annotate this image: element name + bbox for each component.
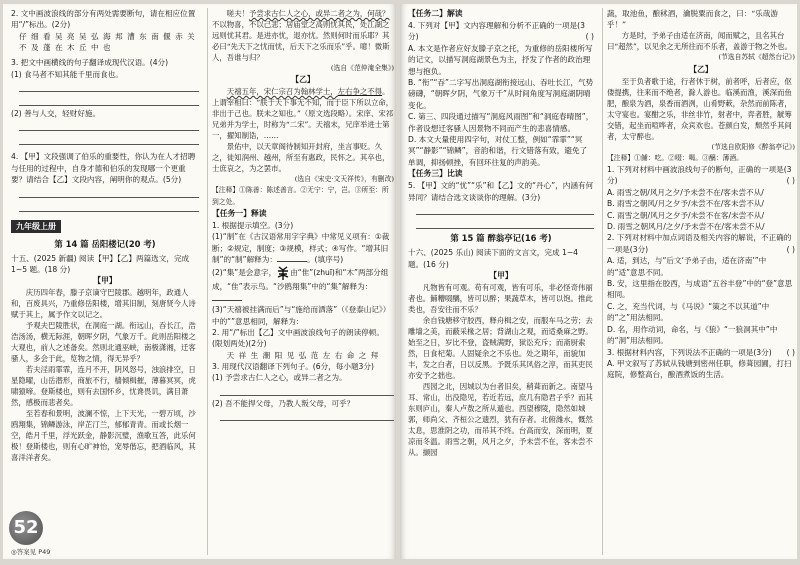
ancient-character-glyph <box>276 265 290 281</box>
blank[interactable] <box>277 261 307 262</box>
answer-paren[interactable]: ( ) <box>786 244 795 254</box>
question-text: 1. 下列对材料中画波浪线句子的断句，正确的一项是(3分) <box>607 165 792 186</box>
passage-paragraph: 予观夫巴陵胜状，在洞庭一湖。衔远山，吞长江，浩浩汤汤，横无际涯，朝晖夕阴，气象万千。此则岳阳楼之大观也，前人之述备矣。然则北通巫峡，南极潇湘，迁客骚人，多会于此，览物之情，得无异乎？ <box>11 321 196 364</box>
passage-paragraph: 余自钱塘移守胶西，释舟楫之安，而服车马之劳；去雕墙之美，而蔽采椽之居；背湖山之观，而适桑麻之野。始至之日，岁比不登，盗贼满野，狱讼充斥；而斋厨索然，日食杞菊。人固疑余之不乐也。处之期年，而貌加丰，发之白者，日以反黑。予既乐其风俗之淳，而其吏民亦安予之拙也。 <box>408 315 593 380</box>
answer-paren[interactable]: ( ) <box>786 176 795 186</box>
answer-line[interactable] <box>19 94 199 106</box>
option-a[interactable]: A. 雨雪之朝/风月之夕/予未尝不在/客未尝不从/ <box>607 187 764 197</box>
question-3: 3. 把文中画横线的句子翻译成现代汉语。(4分) <box>11 58 169 68</box>
exclamation: 嗟夫！ <box>226 9 249 18</box>
left-column-2 <box>207 8 394 555</box>
passage-text: 不以物喜，不以己悲；居庙堂之高则忧其民，处江湖之远则忧其君。是进亦忧，退亦忧。然则何时而乐耶？其必曰“先天下之忧而忧，后天下之乐而乐”乎。噫！微斯人，吾谁与归？ <box>212 20 390 62</box>
question-1: 1. 根据提示填空。(3分) <box>212 220 294 230</box>
lesson-title: 第 15 篇 醉翁亭记(16 考) <box>450 233 552 244</box>
passage-paragraph <box>212 8 394 63</box>
passage-question-header: 十六、(2025 乐山) 阅读下面的文言文，完成 1~4 题。(16 分) <box>408 248 579 269</box>
task-heading: 【任务二】解读 <box>408 9 463 18</box>
passage-paragraph: 至于负者歌于途，行者休于树，前者呼，后者应，伛偻提携，往来而不绝者，滁人游也。临溪而渔，溪深而鱼肥，酿泉为酒，泉香而酒洌，山肴野蔌，杂然而前陈者，太守宴也。宴酣之乐，非丝非竹，射者中，弈者胜，觥筹交错，起坐而喧哗者，众宾欢也。苍颜白发，颓然乎其间者，太守醉也。 <box>607 76 792 141</box>
question-text: 由“隹”(zhuī)和“木”两部分组成，“隹”表示鸟。“沙鸥翔集”中的“集”解释为： <box>212 268 389 292</box>
answer-line[interactable] <box>220 384 394 396</box>
grade-tag: 九年级上册 <box>11 220 61 233</box>
question-4: 4. 【甲】文段强调了伯乐的重要性，你认为在人才招聘与任用的过程中，自身才德和伯乐的发现哪一个更重要？请结合【乙】文段内容，阐明你的观点。(5分) <box>11 152 196 185</box>
passage-paragraph: 西园之北，因城以为台者旧矣，稍葺而新之。南望马耳、常山，出没隐见，若近若远，庶几有隐君子乎？而其东则庐山，秦人卢敖之所从遁也。西望穆陵，隐然如城郭，师尚父、齐桓公之遗烈，犹有存者。北俯潍水，慨然太息，思淮阴之功，而吊其不终。台高而安，深而明，夏凉而冬温。雨雪之朝，风月之夕，予未尝不在，客未尝不从。撷园 <box>408 381 593 457</box>
passage-question-header: 十五、(2025 新疆) 阅读【甲】【乙】两篇选文，完成 1~5 题。(18 分) <box>11 253 190 275</box>
passage-paragraph: 若夫淫雨霏霏，连月不开，阴风怒号，浊浪排空，日星隐曜，山岳潜形，商旅不行，樯倾楫摧，薄暮冥冥，虎啸猿啼。登斯楼也，则有去国怀乡，忧谗畏讥，满目萧然，感极而悲者矣。 <box>11 365 196 408</box>
answer-line[interactable] <box>416 203 594 215</box>
question-text: 2. 下列对材料中加点词语及相关内容的解说，不正确的一项是(3分) <box>607 233 792 254</box>
task-heading: 【任务一】释读 <box>212 208 267 218</box>
question-3 <box>607 347 795 358</box>
answer-line[interactable] <box>416 217 594 229</box>
question-3: 3. 用现代汉语翻译下列句子。(6分，每小题3分) <box>212 362 374 372</box>
passage-yi-label: 【乙】 <box>291 75 315 85</box>
question-1 <box>607 164 795 187</box>
option-d[interactable]: D. 名，用作动词，命名，与《狼》“一狼洞其中”中的“洞”用法相同。 <box>607 324 778 346</box>
passage-paragraph: 方是时，予弟子由适在济南，闻而赋之，且名其台曰“超然”，以见余之无所往而不乐者，盖游于物之外也。 <box>607 31 792 52</box>
left-column-1 <box>11 8 199 555</box>
right-column-2 <box>602 8 795 555</box>
option-c[interactable]: C. 第三、四段通过描写“洞庭风雨图”和“洞庭春晴图”，作者设想迁客骚人因景物不同而产生的悲喜情感。 <box>408 112 594 133</box>
annotation: 【注释】①陈善：陈述善言。②无宁：宁，岂。③所至：所到之处。 <box>212 186 389 206</box>
right-column-1 <box>408 8 594 555</box>
annotation: 【注释】①餔：吃。②啜：喝。③醨：薄酒。 <box>607 153 743 162</box>
question-2: 2. 用“/”标出【乙】文中画波浪线句子的朗读停顿。(限划两处)(2分) <box>212 328 384 349</box>
question-2: 2. 文中画波浪线的部分有两处需要断句，请在相应位置用“/”标出。(2分) <box>11 9 196 30</box>
blank[interactable] <box>212 300 242 301</box>
answer-line[interactable] <box>220 409 394 421</box>
option-a[interactable]: A. 本文是作者应好友滕子京之托，为重修的岳阳楼所写的记文，以描写洞庭湖景色为主，抒发了作者的政治理想与抱负。 <box>408 43 593 76</box>
underlined-sentence: 左右争之不得 <box>337 87 383 97</box>
passage-jia-label: 【甲】 <box>93 276 117 286</box>
passage-text: 蔬，取池鱼，酿秫酒，瀹脱粟而食之，曰：“乐哉游乎！” <box>607 9 778 30</box>
answer-line[interactable] <box>19 186 199 198</box>
option-b[interactable]: B. 雨雪之朝风/月之夕予/未尝不在/客未尝不从/ <box>607 199 764 209</box>
option-c[interactable]: C. 雨雪之朝/风月之夕予/未尝不在客/未尝不从/ <box>607 210 765 220</box>
question-4 <box>408 20 594 43</box>
answer-line[interactable] <box>19 200 199 212</box>
answer-line[interactable] <box>19 80 199 92</box>
passage-yi-label: 【乙】 <box>689 64 713 74</box>
passage-paragraph <box>212 86 394 141</box>
question-3-1: (1) 予尝求古仁人之心，或异二者之为。 <box>212 373 347 383</box>
question-3-1: (1) 食马者不知其能千里而食也。 <box>11 69 123 79</box>
page-number-badge: 52 <box>9 511 43 545</box>
question-5: 5. 【甲】文的“忧”“乐”和【乙】文的“丹心”，内涵有何异同？请结合选文谈谈你的理解。(3分) <box>408 181 594 202</box>
punctuation-text: 仔 细 看 吴 亮 吴 弘 海 邦 漕 东 南 偃 赤 关 不 及 蓬 在 木 丘 中 也 <box>19 31 196 53</box>
source-citation: (选自《宋史·文天祥传》，有删改) <box>294 175 394 184</box>
question-1-1 <box>212 231 394 265</box>
wavy-sentence: 天禧五年，宋仁宗召为翰林学士， <box>226 87 338 97</box>
passage-text: 。上谓宰相曰：“朕于天下事无不知，而于臣下所以立命，非出于己也。朕未之知也。”（原文选段略）。宋庠、宋祁兄弟并为学士，时称为“二宋”。天禧末，兄庠举进士第一，擢知制诰，…… <box>212 87 394 141</box>
question-3-2: (2) 善与人交，轻财好施。 <box>11 109 101 119</box>
passage-paragraph: 庆历四年春，滕子京谪守巴陵郡。越明年，政通人和，百废具兴，乃重修岳阳楼，增其旧制，刻唐贤今人诗赋于其上，属予作文以记之。 <box>11 288 196 320</box>
wavy-sentence: 予尝求古仁人之心，或异二者之为，何哉？ <box>248 9 390 18</box>
answer-paren[interactable]: ( ) <box>786 347 795 357</box>
source-citation: (节选自欧阳修《醉翁亭记》) <box>711 142 795 151</box>
punctuation-text: 天 祥 生 潮 阳 见 弘 范 左 右 命 之 拜 <box>226 350 380 360</box>
option-d[interactable]: D. 雨雪之朝风月/之夕/予未尝不在/客未尝不从/ <box>607 222 765 232</box>
option-c[interactable]: C. 之，充当代词，与《马说》“策之不以其道”中的“之”用法相同。 <box>607 301 770 323</box>
question-2 <box>607 232 795 255</box>
question-1-3: (3)“天禧被挂满而后”与“施给而洒落”（《登泰山记》）中的“”意思相同，解释为： <box>212 305 391 326</box>
passage-paragraph: 凡物皆有可观。苟有可观，皆有可乐，非必怪奇伟丽者也。餔糟啜醨，皆可以醉；果蔬草木，皆可以饱。推此类也，吾安往而不乐？ <box>408 282 593 314</box>
question-1-2 <box>212 265 394 304</box>
left-page <box>3 4 396 559</box>
question-3-2: (2) 吾不能捍父母，乃教人叛父母，可乎？ <box>212 398 355 408</box>
right-page <box>400 4 797 559</box>
option-a[interactable]: A. 适，到达，与“后文‘予弟子由，适在济南’”中的“适”意思不同。 <box>607 256 767 277</box>
option-b[interactable]: B. “衔”“吞”二字写出洞庭湖衔接远山、吞吐长江，气势磅礴，“朝晖夕阴，气象万千”从时间角度写洞庭湖阴晴变化。 <box>408 78 594 110</box>
answer-line[interactable] <box>19 133 199 145</box>
passage-paragraph: 至若春和景明，波澜不惊，上下天光，一碧万顷，沙鸥翔集，锦鳞游泳，岸芷汀兰，郁郁青青。而或长烟一空，皓月千里，浮光跃金，静影沉璧，渔歌互答，此乐何极！登斯楼也，则有心旷神怡，宠辱偕忘，把酒临风，其喜洋洋者矣。 <box>11 409 196 463</box>
answer-reference: ◎答案见 P49 <box>11 548 51 556</box>
option-a[interactable]: A. 甲文叙写了苏轼从钱塘到密州任职，修葺园圃，打扫庭院，修整高台，酿酒煮饭的生活。 <box>607 358 792 380</box>
passage-jia-label: 【甲】 <box>489 270 513 280</box>
task-heading: 【任务三】比读 <box>408 169 463 179</box>
answer-paren[interactable]: ( ) <box>585 32 594 42</box>
passage-paragraph: 景佑中，以天章阁待制知开封府，坐言事贬。久之，徙知润州、越州，所至有惠政，民怀之。其卒也，士庶哀之，为之罢市。 <box>212 142 390 174</box>
source-citation: (节选自苏轼《超然台记》) <box>718 53 795 62</box>
option-d[interactable]: D. 本文大量使用四字句，对仗工整，例如“霏霏”“冥冥”“静影”“锦鳞”，音韵和谐，行文错落有致，避免了单调，抑扬顿挫，有回环往复的声韵美。 <box>408 135 588 167</box>
question-text: (2)“集”是会意字， <box>212 268 277 278</box>
question-text: 。(填序号) <box>306 255 344 265</box>
source-citation: (选自《范仲淹全集》) <box>330 64 394 72</box>
option-b[interactable]: B. 安，这里指在胶西，与成语“五谷丰登”中的“登”意思相同。 <box>607 279 793 300</box>
question-text: 3. 根据材料内容，下列说法不正确的一项是(3分) <box>607 347 772 357</box>
lesson-title: 第 14 篇 岳阳楼记(20 考) <box>54 238 156 249</box>
question-text: (1)“制”在《古汉语常用字字典》中常见义项有：①裁断；②规定，制度；③规模，样式；④写作。“增其旧制”的“制”解释为： <box>212 232 390 265</box>
question-text: 4. 下列对【甲】文内容理解和分析不正确的一项是(3分) <box>408 21 585 42</box>
answer-line[interactable] <box>19 119 199 131</box>
